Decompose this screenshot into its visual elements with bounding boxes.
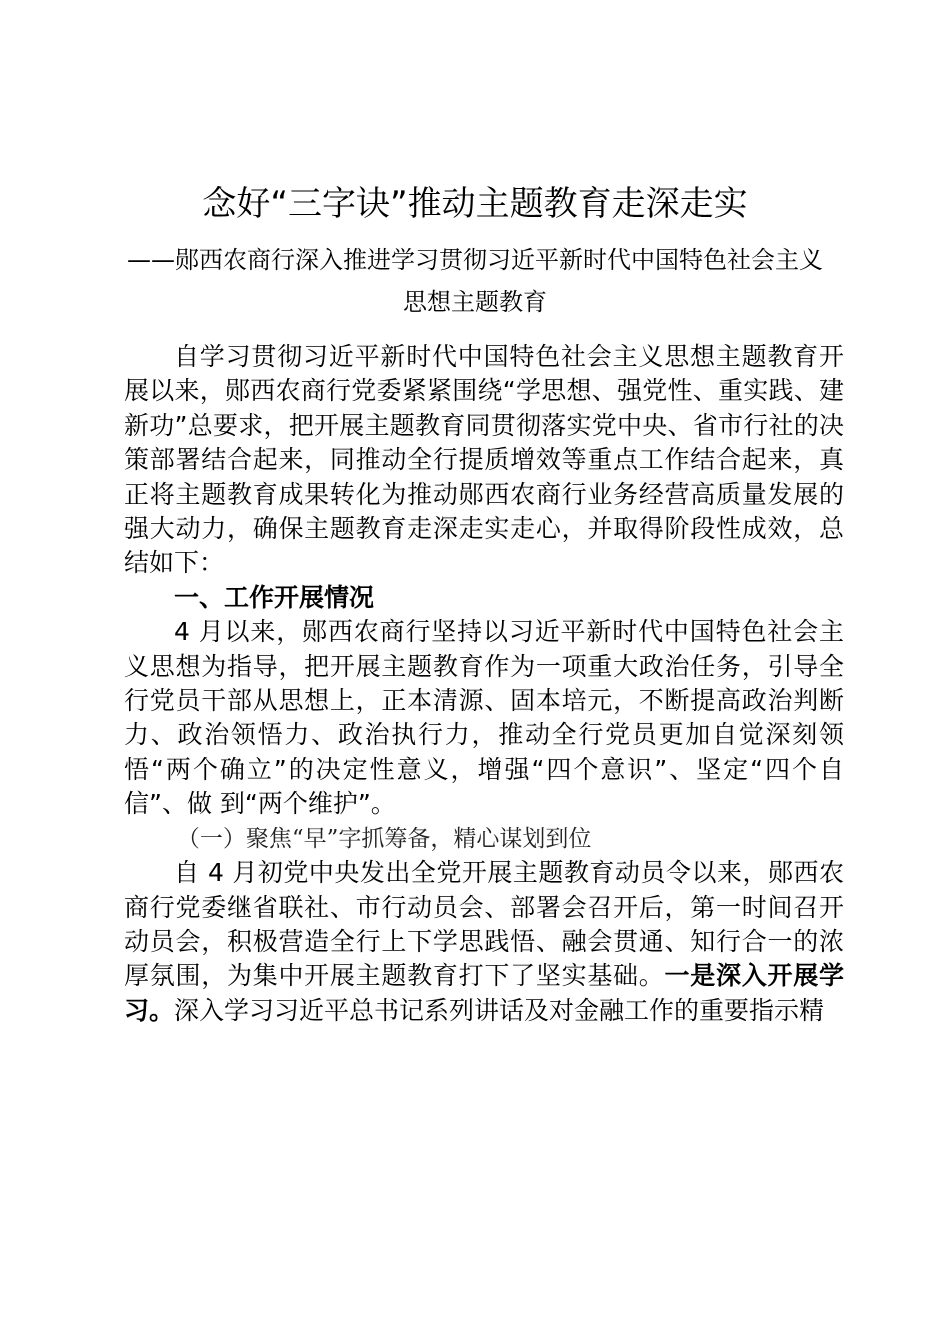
- document-title: 念好“三字诀”推动主题教育走深走实: [202, 184, 748, 224]
- section-heading-work-progress: 一、工作开展情况: [174, 582, 375, 612]
- subsection-text-part-a: 自 4 月初党中央发出全党开展主题教育动员令以来，郧西农商行党委继省联社、市行动员会、部署会召开后，第一时间召开动员会，积极营造全行上下学思践悟、融会贯通、知行合一的浓厚氛围，为集中开展主题教育打下了坚实基础。: [124, 858, 844, 991]
- intro-paragraph: 自学习贯彻习近平新时代中国特色社会主义思想主题教育开展以来，郧西农商行党委紧紧围绕“学思想、强党性、重实践、建新功”总要求，把开展主题教育同贯彻落实党中央、省市行社的决策部署结合起来，同推动全行提质增效等重点工作结合起来，真正将主题教育成果转化为推动郧西农商行业务经营高质量发展的强大动力，确保主题教育走深走实走心，并取得阶段性成效，总结如下：: [124, 342, 844, 578]
- subsection-paragraph-early-preparation: [124, 856, 844, 1028]
- subsection-text-bold-point: 一是深入开展学习。: [124, 961, 844, 1025]
- document-subtitle-line2: 思想主题教育: [403, 288, 547, 316]
- subsection-text-part-b: 深入学习习近平总书记系列讲话及对金融工作的重要指示精: [174, 995, 825, 1025]
- section-paragraph-work-progress: 4 月以来，郧西农商行坚持以习近平新时代中国特色社会主义思想为指导，把开展主题教育作为一项重大政治任务，引导全行党员干部从思想上，正本清源、固本培元，不断提高政治判断力、政治领悟力、政治执行力，推动全行党员更加自觉深刻领悟“两个确立”的决定性意义，增强“四个意识”、坚定“四个自信”、做 到“两个维护”。: [124, 617, 844, 819]
- subsection-heading-early-preparation: （一）聚焦“早”字抓筹备，精心谋划到位: [176, 825, 592, 852]
- document-body: [124, 340, 844, 1028]
- document-subtitle-line1: ——郧西农商行深入推进学习贯彻习近平新时代中国特色社会主义: [127, 246, 823, 274]
